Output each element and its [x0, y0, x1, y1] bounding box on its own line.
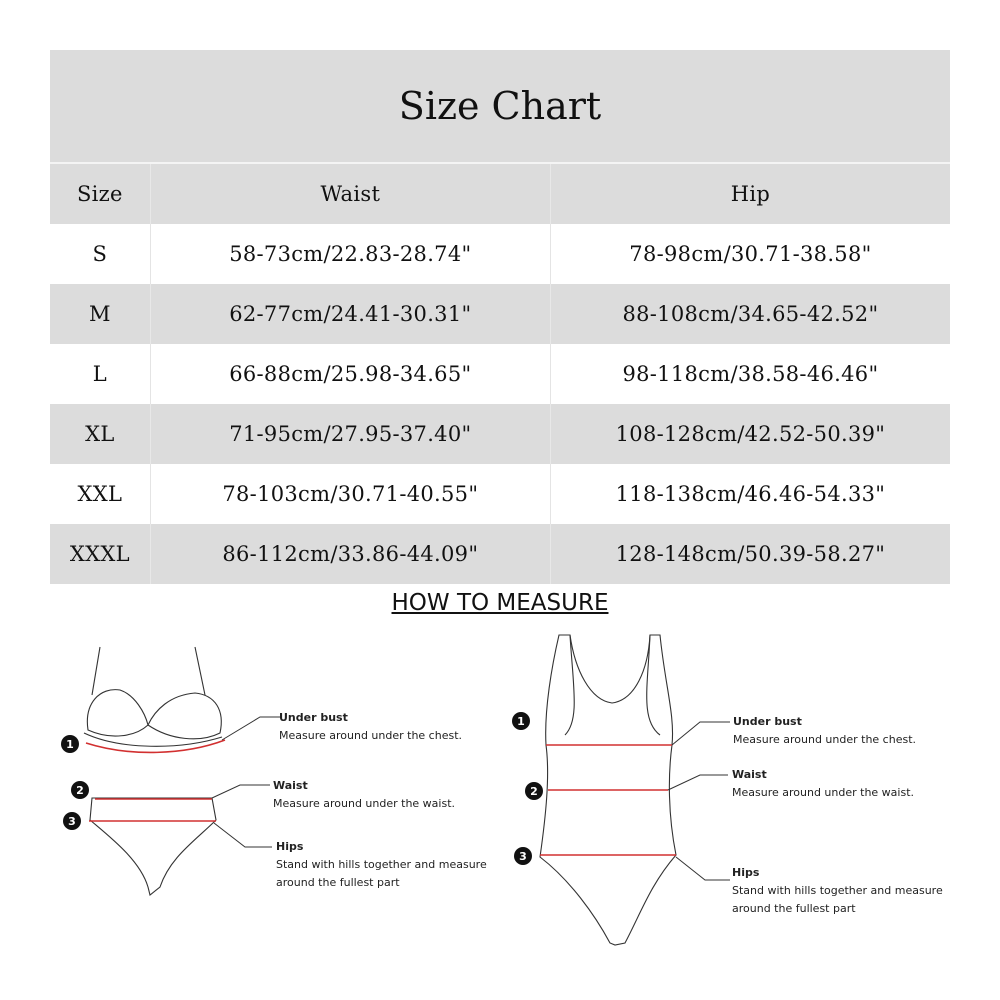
hips-leader-left: [214, 823, 272, 847]
note-hips-right: [732, 864, 943, 918]
note-text: Measure around under the waist.: [732, 786, 915, 799]
table-row: [50, 284, 950, 344]
table-row: [50, 464, 950, 524]
how-to-measure-heading: HOW TO MEASURE: [391, 590, 609, 616]
chart-title: Size Chart: [50, 50, 950, 164]
note-under-bust-left: [279, 709, 462, 745]
marker-2-label: 2: [530, 785, 538, 798]
waist-cell: 58-73cm/22.83-28.74": [151, 224, 551, 284]
marker-3-label: 3: [68, 815, 76, 828]
hip-cell: 128-148cm/50.39-58.27": [615, 542, 886, 566]
under-bust-leader-right: [672, 722, 730, 745]
note-hips-left: [276, 838, 487, 892]
size-cell: L: [50, 344, 151, 404]
note-title: Waist: [732, 768, 767, 781]
size-cell: XXL: [50, 464, 151, 524]
table-row: [50, 404, 950, 464]
note-text: Measure around under the chest.: [279, 729, 463, 742]
marker-1-label: 1: [66, 738, 74, 751]
header-size: Size: [50, 164, 151, 224]
note-text: around the fullest part: [732, 902, 856, 915]
waist-cell: 66-88cm/25.98-34.65": [151, 344, 551, 404]
hip-cell: 108-128cm/42.52-50.39": [615, 422, 886, 446]
note-text: Stand with hills together and measure: [732, 884, 943, 897]
table-row: [50, 524, 950, 584]
bikini-bottom-outline: [90, 798, 216, 895]
note-title: Hips: [276, 840, 304, 853]
header-hip: Hip: [730, 182, 771, 206]
waist-cell: 71-95cm/27.95-37.40": [151, 404, 551, 464]
hip-cell: 78-98cm/30.71-38.58": [629, 242, 872, 266]
marker-1-label: 1: [517, 715, 525, 728]
size-cell: XXXL: [50, 524, 151, 584]
note-text: around the fullest part: [276, 876, 400, 889]
size-cell: S: [50, 224, 151, 284]
hip-cell: 98-118cm/38.58-46.46": [622, 362, 879, 386]
size-chart-table: [50, 50, 950, 584]
marker-2-label: 2: [76, 784, 84, 797]
note-title: Waist: [273, 779, 308, 792]
waist-cell: 86-112cm/33.86-44.09": [151, 524, 551, 584]
measure-diagram: [0, 625, 1000, 995]
note-under-bust-right: [733, 713, 916, 749]
under-bust-leader: [222, 717, 280, 740]
table-row: [50, 344, 950, 404]
header-waist: Waist: [151, 164, 551, 224]
waist-cell: 78-103cm/30.71-40.55": [151, 464, 551, 524]
note-text: Stand with hills together and measure: [276, 858, 487, 871]
waist-cell: 62-77cm/24.41-30.31": [151, 284, 551, 344]
marker-3-label: 3: [519, 850, 527, 863]
hip-cell: 118-138cm/46.46-54.33": [615, 482, 886, 506]
table-row: [50, 224, 950, 284]
note-waist-left: [273, 777, 455, 813]
size-cell: M: [50, 284, 151, 344]
waist-leader-right: [668, 775, 728, 790]
size-cell: XL: [50, 404, 151, 464]
hip-cell: 88-108cm/34.65-42.52": [622, 302, 879, 326]
bikini-top-outline: [84, 647, 222, 746]
note-title: Hips: [732, 866, 760, 879]
note-text: Measure around under the waist.: [273, 797, 456, 810]
note-title: Under bust: [279, 711, 348, 724]
header-row: [50, 164, 950, 224]
waist-leader-left: [212, 785, 270, 798]
hips-leader-right: [676, 857, 730, 880]
note-text: Measure around under the chest.: [733, 733, 917, 746]
measure-illustration: [0, 625, 1000, 995]
note-title: Under bust: [733, 715, 802, 728]
note-waist-right: [732, 766, 914, 802]
